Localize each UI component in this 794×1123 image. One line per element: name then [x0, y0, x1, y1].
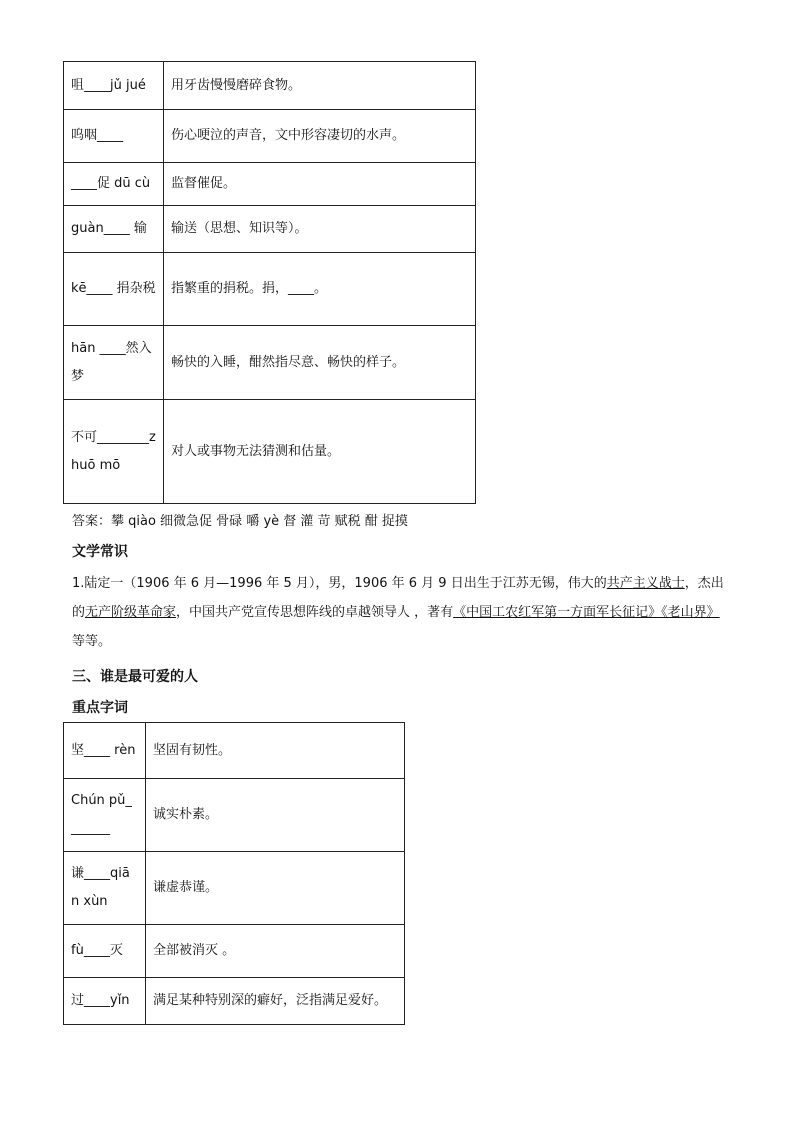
section-heading-literature: 文学常识 [72, 544, 128, 560]
word-cell: Chún pǔ_______ [64, 779, 146, 852]
vocab-table-1 [63, 61, 476, 504]
table-row [64, 163, 476, 206]
word-cell: 过____yǐn [64, 978, 146, 1025]
word-cell: 咀____jǔ jué [64, 62, 164, 110]
table-row [64, 110, 476, 163]
word-cell: fù____灭 [64, 925, 146, 978]
meaning-cell: 坚固有韧性。 [146, 723, 405, 779]
meaning-cell: 指繁重的捐税。捐，____。 [164, 253, 476, 326]
meaning-cell: 伤心哽泣的声音，文中形容凄切的水声。 [164, 110, 476, 163]
meaning-cell: 满足某种特别深的癖好，泛指满足爱好。 [146, 978, 405, 1025]
meaning-cell: 畅快的入睡，酣然指尽意、畅快的样子。 [164, 326, 476, 400]
table-row [64, 62, 476, 110]
table-row [64, 852, 405, 925]
term-link: 《中国工农红军第一方面军长征记》《老山界》 [453, 605, 720, 620]
table-row [64, 253, 476, 326]
meaning-cell: 诚实朴素。 [146, 779, 405, 852]
meaning-cell: 全部被消灭 。 [146, 925, 405, 978]
word-cell: 呜咽____ [64, 110, 164, 163]
table-row [64, 400, 476, 504]
word-cell: 谦____qiān xùn [64, 852, 146, 925]
meaning-cell: 用牙齿慢慢磨碎食物。 [164, 62, 476, 110]
table-row [64, 978, 405, 1025]
word-cell: kē____ 捐杂税 [64, 253, 164, 326]
term-link: 共产主义战士 [606, 576, 685, 591]
para-text: ，杰出的 [72, 576, 724, 620]
section-heading-keywords: 重点字词 [72, 700, 128, 716]
para-text: 1.陆定一（1906 年 6 月—1996 年 5 月），男，1906 年 6 月 9 日出生于江苏无锡，伟大的 [72, 576, 607, 591]
meaning-cell: 对人或事物无法猜测和估量。 [164, 400, 476, 504]
word-cell: ____促 dū cù [64, 163, 164, 206]
table-row [64, 779, 405, 852]
word-cell: hān ____然入梦 [64, 326, 164, 400]
meaning-cell: 监督催促。 [164, 163, 476, 206]
table-row [64, 723, 405, 779]
term-link: 无产阶级革命家 [85, 605, 177, 620]
literature-paragraph [72, 569, 732, 656]
para-text: 等等。 [72, 634, 112, 649]
meaning-cell: 谦虚恭谨。 [146, 852, 405, 925]
vocab-table-2 [63, 722, 405, 1025]
table-row [64, 326, 476, 400]
word-cell: 不可________zhuō mō [64, 400, 164, 504]
para-text: ，中国共产党宣传思想阵线的卓越领导人 ，著有 [176, 605, 454, 620]
table-row [64, 206, 476, 253]
table-row [64, 925, 405, 978]
word-cell: 坚____ rèn [64, 723, 146, 779]
section-title: 三、谁是最可爱的人 [72, 669, 198, 685]
word-cell: guàn____ 输 [64, 206, 164, 253]
meaning-cell: 输送（思想、知识等）。 [164, 206, 476, 253]
answer-line: 答案：攀 qiào 细微急促 骨碌 嚼 yè 督 灌 苛 赋税 酣 捉摸 [72, 514, 408, 529]
